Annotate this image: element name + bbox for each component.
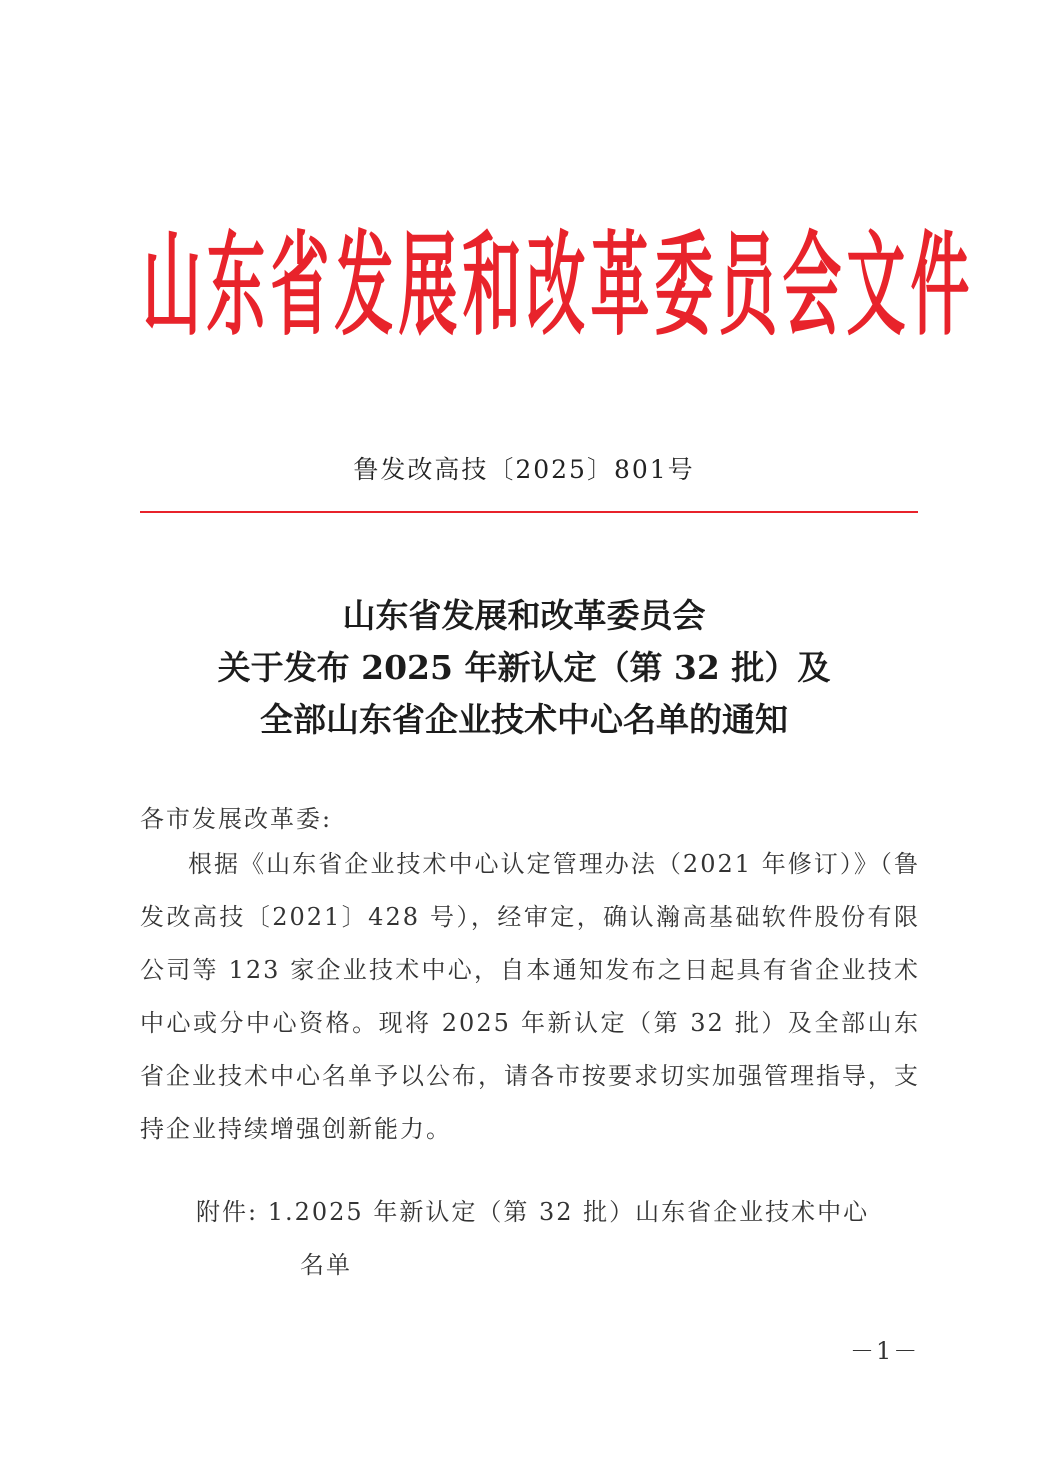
- body-text: 根据《山东省企业技术中心认定管理办法（2021 年修订）》（鲁发改高技〔2021〕428 号），经审定，确认瀚高基础软件股份有限公司等 123 家企业技术中心，自本通知发布之日起具有省企业技术中心或分中心资格。现将 2025 年新认定（第 32 批）及全部山东省企业技术中心名单予以公布，请各市按要求切实加强管理指导，支持企业持续增强创新能力。: [140, 850, 920, 1143]
- masthead-char: 文: [846, 222, 906, 352]
- masthead-char: 展: [398, 222, 458, 352]
- page-number: －1－: [850, 1337, 920, 1365]
- masthead-char: 和: [462, 222, 522, 352]
- masthead-char: 改: [526, 222, 586, 352]
- salutation: 各市发展改革委:: [140, 805, 333, 833]
- attachment-item-1: 附件: 1.2025 年新认定（第 32 批）山东省企业技术中心: [196, 1198, 870, 1226]
- body-paragraph: [140, 838, 920, 1156]
- masthead-char: 省: [270, 222, 330, 352]
- title-line-3: 全部山东省企业技术中心名单的通知: [260, 700, 788, 739]
- masthead-char: 山: [142, 222, 202, 352]
- masthead-char: 发: [334, 222, 394, 352]
- attachment-item-1-continued: 名单: [300, 1251, 352, 1279]
- masthead-char: 员: [718, 222, 778, 352]
- document-number: 鲁发改高技〔2025〕801号: [353, 455, 695, 484]
- title-line-2: 关于发布 2025 年新认定（第 32 批）及: [217, 648, 831, 687]
- masthead-char: 会: [782, 222, 842, 352]
- document-title: [0, 590, 1048, 746]
- masthead: [140, 222, 970, 352]
- masthead-char: 委: [654, 222, 714, 352]
- attachment-list: [196, 1186, 869, 1292]
- masthead-char: 件: [910, 222, 970, 352]
- masthead-char: 革: [590, 222, 650, 352]
- title-line-1: 山东省发展和改革委员会: [342, 596, 706, 635]
- masthead-char: 东: [206, 222, 266, 352]
- red-divider-rule: [140, 511, 918, 513]
